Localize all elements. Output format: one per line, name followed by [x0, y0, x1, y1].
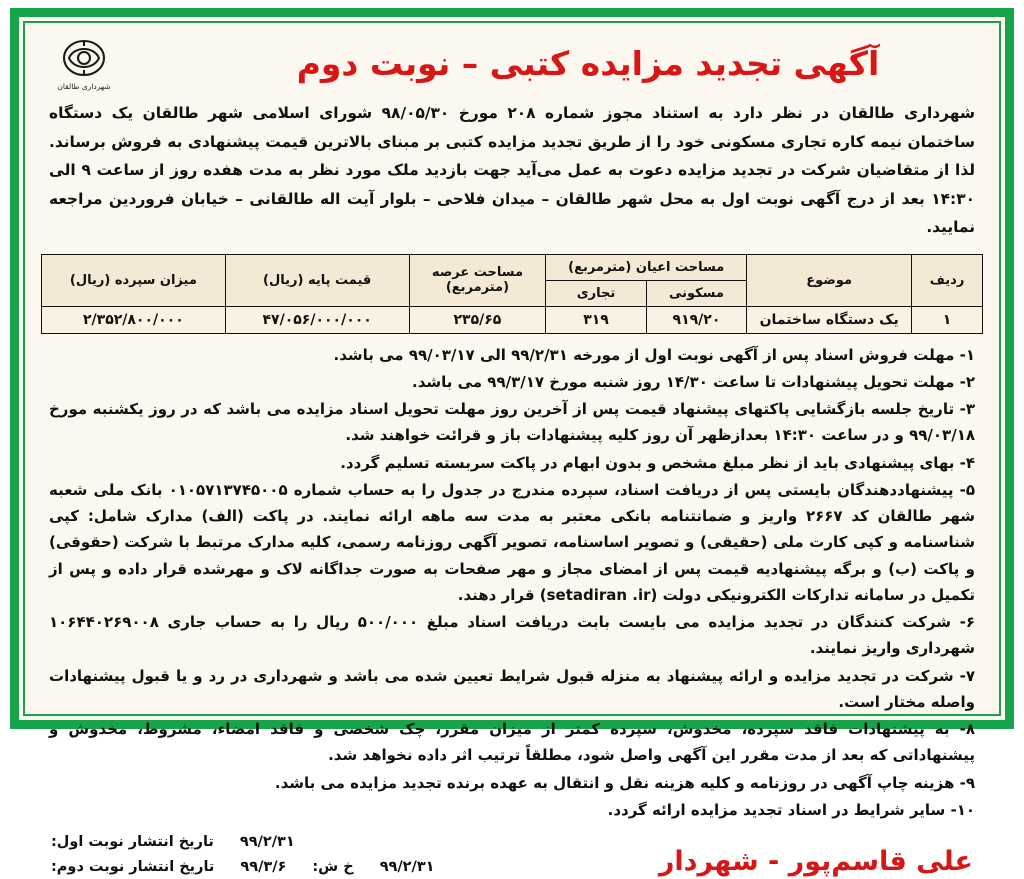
publication-date-second-row — [51, 855, 435, 879]
logo-caption: شهرداری طالقان — [57, 82, 111, 91]
clause-item: ۵- پیشنهاددهندگان بایستی پس از دریافت اسناد، سپرده مندرج در جدول را به حساب شماره ۰۱۰۵۷۱۳۷۴۵۰۰۵ بانک ملی شعبه شهر طالقان کد ۲۶۶۷ واریز و ضمانتنامه بانکی معتبر به مدت سه ماهه ارائه نمایند. در پاکت (الف) مدارک شامل: کپی شناسنامه و کپی کارت ملی (حقیقی) و تصویر اساسنامه، تصویر آگهی روزنامه رسمی، کلیه مدارک مرتبط با شرکت (حقوقی) و پاکت (ب) و برگه پیشنهادیه قیمت پس از امضای مجاز و مهر صفحات به صورت جداگانه لاک و مهرشده قرار داده و پس از تکمیل در سامانه تدارکات الکترونیکی دولت (setadiran .ir) قرار دهند. — [49, 480, 975, 604]
bid-details-table — [41, 254, 983, 334]
th-mizan-sepordeh: میزان سپرده (ریال) — [42, 254, 226, 306]
inner-border — [23, 21, 1001, 878]
clause-item: ۲- مهلت تحویل پیشنهادات تا ساعت ۱۴/۳۰ روز شنبه مورخ ۹۹/۳/۱۷ می باشد. — [412, 372, 975, 391]
clause-item: ۷- شرکت در تجدید مزایده و ارائه پیشنهاد به منزله قبول شرایط تعیین شده می باشد و شهرداری در رد و یا قبول پیشنهادات واصله مختار است. — [49, 666, 975, 711]
table-header-row-1 — [42, 254, 983, 280]
cell-gheymat: ۴۷/۰۵۶/۰۰۰/۰۰۰ — [225, 306, 409, 333]
cell-mozoo: یک دستگاه ساختمان — [747, 306, 912, 333]
cell-arse: ۲۳۵/۶۵ — [409, 306, 546, 333]
publication-dates — [51, 830, 435, 879]
municipality-logo — [47, 34, 121, 94]
date-first-label: تاریخ انتشار نوبت اول: — [51, 834, 214, 850]
publication-date-first-row — [51, 830, 435, 855]
date-second-value: ۹۹/۳/۶ — [240, 858, 287, 875]
kh-sh-value: ۹۹/۲/۳۱ — [379, 858, 435, 875]
clause-item: ۹- هزینه چاپ آگهی در روزنامه و کلیه هزینه نقل و انتقال به عهده برنده تجدید مزایده می باشد. — [274, 773, 975, 792]
clause-item: ۱۰- سایر شرایط در اسناد تجدید مزایده ارائه گردد. — [607, 800, 975, 819]
kh-sh-label: خ ش: — [312, 858, 354, 875]
table-row — [42, 306, 983, 333]
th-radif: ردیف — [912, 254, 983, 306]
document-footer — [41, 824, 983, 879]
clause-item: ۴- بهای پیشنهادی باید از نظر مبلغ مشخص و بدون ابهام در پاکت سربسته تسلیم گردد. — [340, 453, 975, 472]
outer-green-border — [10, 8, 1014, 878]
date-second-label: تاریخ انتشار نوبت دوم: — [51, 858, 215, 875]
clause-item: ۸- به پیشنهادات فاقد سپرده، مخدوش، سپرده کمتر از میزان مقرر، چک شخصی و فاقد امضاء، مشروط، مخدوش و پیشنهاداتی که بعد از مدت مقرر این آگهی واصل شود، مطلقاً ترتیب اثر داده نخواهد شد. — [49, 720, 975, 765]
th-masahat-arse: مساحت عرصه (مترمربع) — [409, 254, 546, 306]
page-title: آگهی تجدید مزایده کتبی – نوبت دوم — [296, 44, 880, 84]
th-maskoni: مسکونی — [646, 280, 746, 306]
cell-sepordeh: ۲/۳۵۲/۸۰۰/۰۰۰ — [42, 306, 226, 333]
clause-item: ۳- تاریخ جلسه بازگشایی پاکتهای پیشنهاد قیمت پس از آخرین روز مهلت تحویل اسناد مزایده می باشد که در روز یکشنبه مورخ ۹۹/۰۳/۱۸ و در ساعت ۱۴:۳۰ بعدازظهر آن روز کلیه پیشنهادات باز و قرائت خواهند شد. — [49, 400, 975, 445]
intro-paragraph: شهرداری طالقان در نظر دارد به استناد مجوز شماره ۲۰۸ مورخ ۹۸/۰۵/۳۰ شورای اسلامی شهر طالقان یک دستگاه ساختمان نیمه کاره تجاری مسکونی خود را از طریق تجدید مزایده کتبی بر مبنای بالاترین قیمت پیشنهادی به فروش برساند. لذا از متقاضیان شرکت در تجدید مزایده دعوت به عمل می‌آید جهت بازدید ملک مورد نظر به مدت هفده روز از ساعت ۹ الی ۱۴:۳۰ بعد از درج آگهی نوبت اول به محل شهر طالقان – میدان فلاحی – بلوار آیت اله طالقانی – خیابان فروردین مراجعه نمایید. — [49, 104, 975, 236]
th-masahat-ayan: مساحت اعیان (مترمربع) — [546, 254, 747, 280]
cell-tejari: ۳۱۹ — [546, 306, 646, 333]
document-header — [41, 31, 983, 95]
cell-radif: ۱ — [912, 306, 983, 333]
clause-item: ۱- مهلت فروش اسناد پس از آگهی نوبت اول از مورخه ۹۹/۲/۳۱ الی ۹۹/۰۳/۱۷ می باشد. — [333, 345, 975, 364]
th-tejari: تجاری — [546, 280, 646, 306]
emblem-icon — [57, 37, 111, 81]
clause-item: ۶- شرکت کنندگان در تجدید مزایده می بایست بابت دریافت اسناد مبلغ ۵۰۰/۰۰۰ ریال را به حساب جاری ۱۰۶۴۴۰۲۶۹۰۰۸ شهرداری واریز نمایند. — [49, 613, 976, 658]
th-gheymat-paye: قیمت پایه (ریال) — [225, 254, 409, 306]
cell-maskoni: ۹۱۹/۲۰ — [646, 306, 746, 333]
th-mozoo: موضوع — [747, 254, 912, 306]
date-first-value: ۹۹/۲/۳۱ — [239, 834, 295, 850]
signature-line: علی قاسم‌پور - شهردار — [658, 846, 973, 878]
conditions-list — [41, 340, 983, 824]
